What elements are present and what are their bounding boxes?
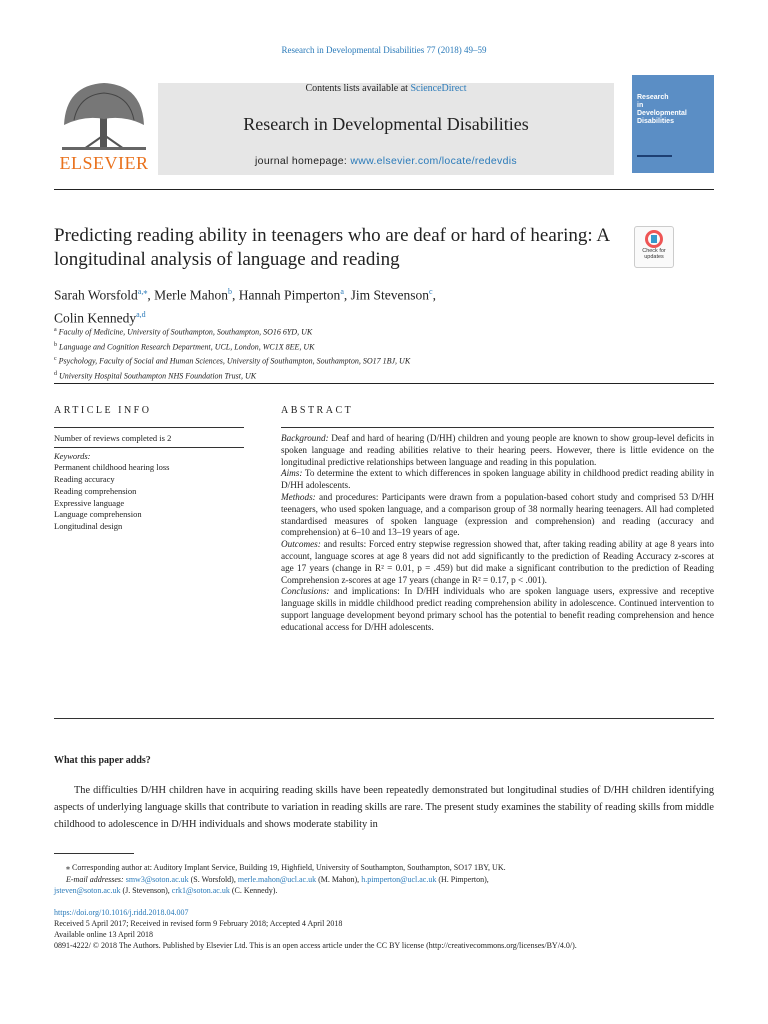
email-link[interactable]: crk1@soton.ac.uk	[171, 886, 230, 895]
check-for-updates-button[interactable]	[634, 226, 674, 268]
sciencedirect-link[interactable]: ScienceDirect	[410, 83, 467, 94]
author-sup[interactable]: a,⁎	[137, 287, 148, 296]
homepage-link[interactable]: www.elsevier.com/locate/redevdis	[350, 155, 517, 167]
keyword: Reading comprehension	[54, 485, 137, 496]
elsevier-tree-logo	[54, 75, 154, 175]
abstract-paragraph: Aims: To determine the extent to which differences in spoken language ability in childhood predict reading ability in D/HH adolescents.	[281, 468, 714, 491]
email-link[interactable]: h.pimperton@ucl.ac.uk	[361, 874, 437, 884]
keyword: Language comprehension	[54, 509, 142, 520]
corresponding-author-note: ⁎ Corresponding author at: Auditory Implant Service, Building 19, Highfield, University of Southampton, Southampton, SO17 1BY, UK.	[66, 863, 506, 872]
author-name: Colin Kennedy	[54, 310, 137, 325]
available-online: Available online 13 April 2018	[54, 930, 153, 939]
keyword: Permanent childhood hearing loss	[54, 462, 170, 473]
author-sup[interactable]: c	[429, 287, 433, 296]
header-rule	[54, 189, 714, 190]
author-name: Sarah Worsfold	[54, 287, 138, 303]
journal-reference[interactable]: Research in Developmental Disabilities 77 (2018) 49–59	[281, 45, 487, 55]
contents-line: Contents lists available at ScienceDirect	[305, 83, 467, 94]
journal-banner	[158, 83, 614, 175]
journal-header	[54, 75, 714, 180]
author-sup[interactable]: a	[340, 287, 344, 296]
crossmark-label: Check for updates	[642, 248, 666, 260]
abstract-rule-bottom	[54, 718, 714, 719]
abstract-rule-top	[281, 427, 714, 428]
article-metadata	[54, 907, 714, 951]
section-heading: What this paper adds?	[54, 755, 151, 766]
info-divider	[54, 447, 244, 448]
email-link[interactable]: jsteven@soton.ac.uk	[54, 886, 121, 895]
keyword: Reading accuracy	[54, 474, 115, 485]
journal-cover-thumbnail[interactable]	[632, 75, 714, 173]
cover-bar	[637, 155, 672, 157]
keyword: Expressive language	[54, 497, 125, 508]
affiliation-rule	[54, 383, 714, 384]
article-info	[54, 433, 244, 533]
abstract-paragraph: Background: Deaf and hard of hearing (D/HH) children and young people are known to show group-level deficits in spoken language and reading abilities relative to their hearing peers. However, there is little evidence on the longitudinal predictive relationships between language and reading in this population.	[281, 433, 714, 467]
affiliation: $^a$ Faculty of Medicine, University of Southampton, Southampton, SO16 6YD, UK	[54, 327, 313, 337]
article-title: Predicting reading ability in teenagers who are deaf or hard of hearing: A longitudinal analysis of language and reading	[54, 225, 610, 270]
reviews-count: Number of reviews completed is 2	[54, 433, 172, 443]
author-name: Merle Mahon	[154, 287, 228, 303]
cover-title: Research in Developmental Disabilities	[637, 94, 687, 125]
email-line: E-mail addresses: smw3@soton.ac.uk (S. Worsfold), merle.mahon@ucl.ac.uk (M. Mahon), h.pimperton@ucl.ac.uk (H. Pimperton),	[66, 874, 489, 884]
keywords-heading: Keywords:	[54, 450, 91, 461]
license-line: 0891-4222/ © 2018 The Authors. Published by Elsevier Ltd. This is an open access article under the CC BY license (http://creativecommons.org/licenses/BY/4.0/).	[54, 941, 577, 950]
abstract-paragraph: Outcomes: and results: Forced entry stepwise regression showed that, after taking reading ability at age 8 years into account, language scores at age 8 years did not add significantly to the prediction of Reading Accuracy z-scores at age 17 years (change in R² = 0.01, p = .459) but did make a significant contribution to the prediction of Reading Comprehension z-scores at age 17 years (change in R² = 0.17, p < .001).	[281, 539, 714, 585]
footnote-rule	[54, 853, 134, 854]
footnotes	[54, 862, 714, 897]
author-sup[interactable]: a,d	[136, 309, 146, 319]
journal-title: Research in Developmental Disabilities	[243, 114, 529, 134]
doi-link[interactable]: https://doi.org/10.1016/j.ridd.2018.04.007	[54, 908, 189, 917]
affiliation: $^c$ Psychology, Faculty of Social and Human Sciences, University of Southampton, Southampton, SO17 1BJ, UK	[54, 356, 411, 366]
email-line-continued: jsteven@soton.ac.uk (J. Stevenson), crk1@soton.ac.uk (C. Kennedy).	[54, 886, 278, 895]
author-sup[interactable]: b	[227, 287, 232, 296]
author-list: Sarah Worsfold$^{a,⁎}$, Merle Mahon$^b$, Hannah Pimperton$^a$, Jim Stevenson$^c$, Colin Kennedy$^{a,d}$	[54, 287, 436, 325]
abstract-heading: ABSTRACT	[281, 405, 354, 416]
author-name: Jim Stevenson	[350, 287, 430, 303]
abstract-paragraph: Conclusions: and implications: In D/HH individuals who are spoken language users, expressive and receptive language skills in middle childhood predict reading comprehension ability in adolescence. Continued intervention to support language development beyond primary school has the potential to benefit reading comprehension and hence educational access for D/HH adolescents.	[281, 586, 714, 632]
author-name: Hannah Pimperton	[238, 287, 341, 303]
crossmark-icon	[645, 230, 663, 248]
affiliation: $^b$ Language and Cognition Research Department, UCL, London, WC1X 8EE, UK	[54, 341, 315, 352]
abstract-paragraph: Methods: and procedures: Participants were drawn from a population-based cohort study and comprised 53 D/HH teenagers, who used spoken language, and a comparison group of 38 normally hearing teenagers. All had completed standardised measures of spoken language (expression and comprehension) and reading (accuracy and comprehension) at 6–10 and 13–19 years of age.	[281, 491, 714, 538]
body-paragraph: The difficulties D/HH children have in acquiring reading skills have been repeatedly demonstrated but longitudinal studies of D/HH children identifying aspects of underlying language skills that contribute to variation in reading skills are rare. The present study examines the stability of reading skills from middle childhood to adolescence in D/HH individuals and shows moderate stability in	[54, 785, 714, 830]
received-dates: Received 5 April 2017; Received in revised form 9 February 2018; Accepted 4 April 2018	[54, 919, 343, 928]
affiliations	[54, 324, 654, 383]
email-link[interactable]: merle.mahon@ucl.ac.uk	[237, 874, 317, 884]
keyword: Longitudinal design	[54, 520, 123, 531]
elsevier-wordmark: ELSEVIER	[59, 153, 149, 173]
affiliation: $^d$ University Hospital Southampton NHS Foundation Trust, UK	[54, 370, 257, 381]
journal-homepage: journal homepage: www.elsevier.com/locate/redevdis	[255, 155, 517, 167]
email-link[interactable]: smw3@soton.ac.uk	[125, 874, 189, 884]
abstract-body	[281, 433, 714, 634]
article-info-heading: ARTICLE INFO	[54, 405, 152, 416]
info-rule	[54, 427, 244, 428]
